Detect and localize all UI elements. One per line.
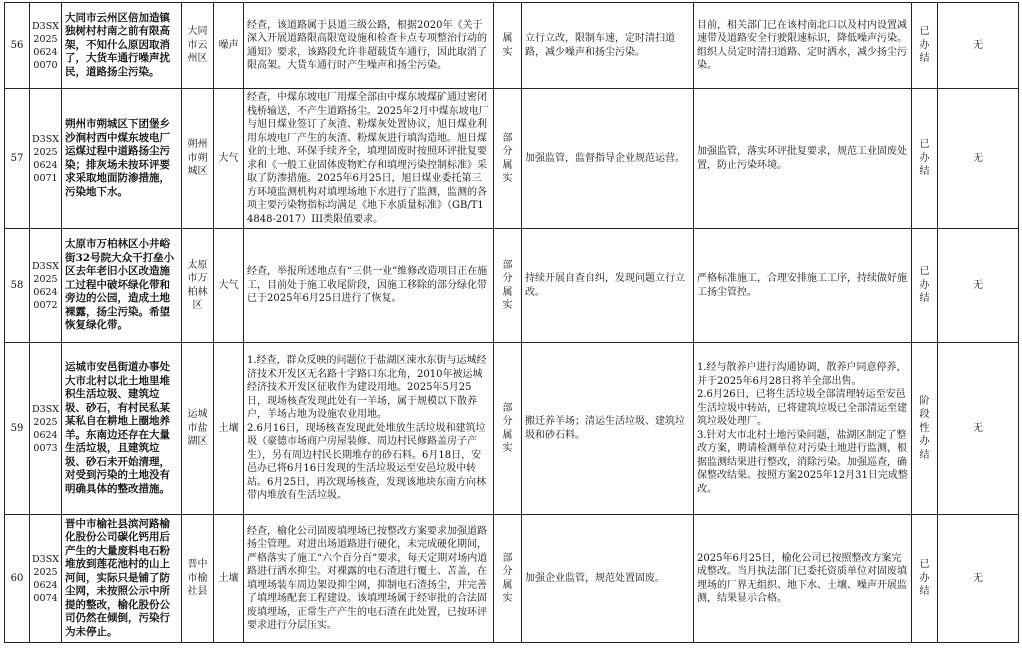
verdict: 部分属实	[494, 343, 522, 515]
result-text: 加强监管，落实环评批复要求，规范工业固废处置，防止污染环境。	[694, 89, 912, 229]
complaint-text: 太原市万柏林区小井峪街32号院大众干打垒小区去年老旧小区改造施工过程中破坏绿化带和旁边的公园，造成土地裸露，扬尘污染。希望恢复绿化带。	[62, 229, 182, 343]
pollution-type: 大气	[214, 229, 244, 343]
measures-text: 持续开展自查自纠，发现问题立行立改。	[522, 229, 694, 343]
investigation-text: 经查，榆化公司固废填埋场已按整改方案要求加强道路扬尘管理。对进出场道路进行硬化，未完成硬化期间，严格落实了施工“六个百分百”要求，每天定期对场内道路进行洒水抑尘。对裸露的电石渣进行覆土、苫盖，在填埋场装车周边架设抑尘网，抑制电石渣扬尘，并完善了填埋场配套工程建设。该填埋场属于经审批的合法固废填埋场，正常生产产生的电石渣在此处置，已按环评要求进行分层压实。	[244, 515, 494, 643]
result-text: 目前，相关部门已在该村南北口以及村内设置减速带及道路安全行驶限速标识，降低噪声污染。组织人员定时清扫道路、定时洒水，减少扬尘污染。	[694, 3, 912, 89]
investigation-text: 经查，举报所述地点有“三供一业”维修改造项目正在施工，目前处于施工收尾阶段，因施工移除的部分绿化带已于2025年6月25日进行了恢复。	[244, 229, 494, 343]
verdict: 部分属实	[494, 89, 522, 229]
accountability: 无	[938, 343, 1019, 515]
measures-text: 加强企业监管，规范处置固废。	[522, 515, 694, 643]
table-row	[5, 229, 1019, 343]
status: 已办结	[912, 515, 938, 643]
table-row	[5, 3, 1019, 89]
accountability: 无	[938, 3, 1019, 89]
investigation-text: 1.经查，群众反映的问题位于盐湖区涑水东街与运城经济技术开发区无名路十字路口东北角，2010年被运城经济技术开发区征收作为建设用地。2025年5月25日，现场核查发现此处有一羊场，属于规模以下散养户，羊场占地为设施农业用地。 2.6月16日，现场核查发现此处堆放生活垃圾和建筑垃圾（豪德市场商户房屋装修、周边村民修路盖房子产生），另有周边村民长期堆存的砂石料。6月18日，安邑办已将6月16日发现的生活垃圾运至安邑垃圾中转站。6月25日，再次现场核查，发现该地块东南方向林带内堆放有生活垃圾。	[244, 343, 494, 515]
status: 已办结	[912, 3, 938, 89]
table-row	[5, 89, 1019, 229]
measures-text: 加强监管，监督指导企业规范运营。	[522, 89, 694, 229]
complaint-text: 大同市云州区倍加造镇独树村村南之前有限高架，不知什么原因取消了，大货车通行噪声扰民，道路扬尘污染。	[62, 3, 182, 89]
status: 阶段性办结	[912, 343, 938, 515]
result-text: 严格标准施工，合理安排施工工序，持续做好施工扬尘管控。	[694, 229, 912, 343]
accountability: 无	[938, 89, 1019, 229]
row-number: 58	[5, 229, 30, 343]
verdict: 部分属实	[494, 515, 522, 643]
complaint-text: 运城市安邑街道办事处大市北村以北土地里堆积生活垃圾、建筑垃圾、砂石，有村民私某某私自在耕地上圈地养羊。东南边还存在大量生活垃圾，且建筑垃圾、砂石未开始清理，对受到污染的土地没有明确具体的整改措施。	[62, 343, 182, 515]
verdict: 属实	[494, 3, 522, 89]
investigation-text: 经查，该道路属于县道三级公路，根据2020年《关于深入开展道路限高限宽设施和检查卡点专项整治行动的通知》要求，该路段允许非超载货车通行，因此取消了限高架。大货车通行时产生噪声和扬尘污染。	[244, 3, 494, 89]
pollution-type: 土壤	[214, 343, 244, 515]
pollution-type: 大气	[214, 89, 244, 229]
status: 已办结	[912, 89, 938, 229]
region: 大同市云州区	[182, 3, 214, 89]
complaint-text: 朔州市朔城区下团堡乡沙涧村西中煤东坡电厂运煤过程中道路扬尘污染；排灰场未按环评要求采取地面防渗措施，污染地下水。	[62, 89, 182, 229]
accountability: 无	[938, 229, 1019, 343]
result-text: 1.经与散养户进行沟通协调，散养户同意停养，并于2025年6月28日将羊全部出售。 2.6月26日，已将生活垃圾全部清理转运至安邑生活垃圾中转站，已将建筑垃圾已全部清运至建筑垃圾处理厂。 3.针对大市北村土地污染问题，盐湖区制定了整改方案，聘请检测单位对污染土地进行监测，根据监测结果进行整改，消除污染。加强巡查，确保整改结果。按照方案2025年12月31日完成整改。	[694, 343, 912, 515]
row-number: 60	[5, 515, 30, 643]
row-number: 56	[5, 3, 30, 89]
status: 已办结	[912, 229, 938, 343]
region: 朔州市朔城区	[182, 89, 214, 229]
measures-text: 立行立改，限制车速，定时清扫道路，减少噪声和扬尘污染。	[522, 3, 694, 89]
case-id: D3SX202506240073	[30, 343, 62, 515]
case-id: D3SX202506240070	[30, 3, 62, 89]
investigation-text: 经查，中煤东坡电厂用煤全部由中煤东坡煤矿通过密闭栈桥输送，不产生道路扬尘。2025年2月中煤东坡电厂与旭日煤业签订了灰渣、粉煤灰处置协议，旭日煤业利用东坡电厂产生的灰渣、粉煤灰进行填沟造地。旭日煤业的土地、环保手续齐全，填埋固废时按照环评批复要求和《一般工业固体废物贮存和填埋污染控制标准》采取了防渗措施。2025年6月25日，旭日煤业委托第三方环境监测机构对填埋场地下水进行了监测，监测的各项主要污染物指标均满足《地下水质量标准》（GB/T14848-2017）III类限值要求。	[244, 89, 494, 229]
complaint-text: 晋中市榆社县滨河路榆化股份公司碳化钙用后产生的大量废料电石粉堆放到莲花池村的山上河间，实际只是铺了防尘网，未按照公示中所提的整改，榆化股份公司仍然在倾倒，污染行为未停止。	[62, 515, 182, 643]
complaint-table	[4, 2, 1019, 643]
table-row	[5, 343, 1019, 515]
verdict: 部分属实	[494, 229, 522, 343]
case-id: D3SX202506240071	[30, 89, 62, 229]
row-number: 57	[5, 89, 30, 229]
measures-text: 搬迁养羊场；清运生活垃圾、建筑垃圾和砂石料。	[522, 343, 694, 515]
pollution-type: 土壤	[214, 515, 244, 643]
region: 晋中市榆社县	[182, 515, 214, 643]
region: 运城市盐湖区	[182, 343, 214, 515]
row-number: 59	[5, 343, 30, 515]
table-row	[5, 515, 1019, 643]
case-id: D3SX202506240072	[30, 229, 62, 343]
region: 太原市万柏林区	[182, 229, 214, 343]
pollution-type: 噪声	[214, 3, 244, 89]
result-text: 2025年6月25日，榆化公司已按照整改方案完成整改。当月执法部门已委托资质单位对固废填埋场的厂界无组织、地下水、土壤、噪声开展监测，结果显示合格。	[694, 515, 912, 643]
case-id: D3SX202506240074	[30, 515, 62, 643]
accountability: 无	[938, 515, 1019, 643]
